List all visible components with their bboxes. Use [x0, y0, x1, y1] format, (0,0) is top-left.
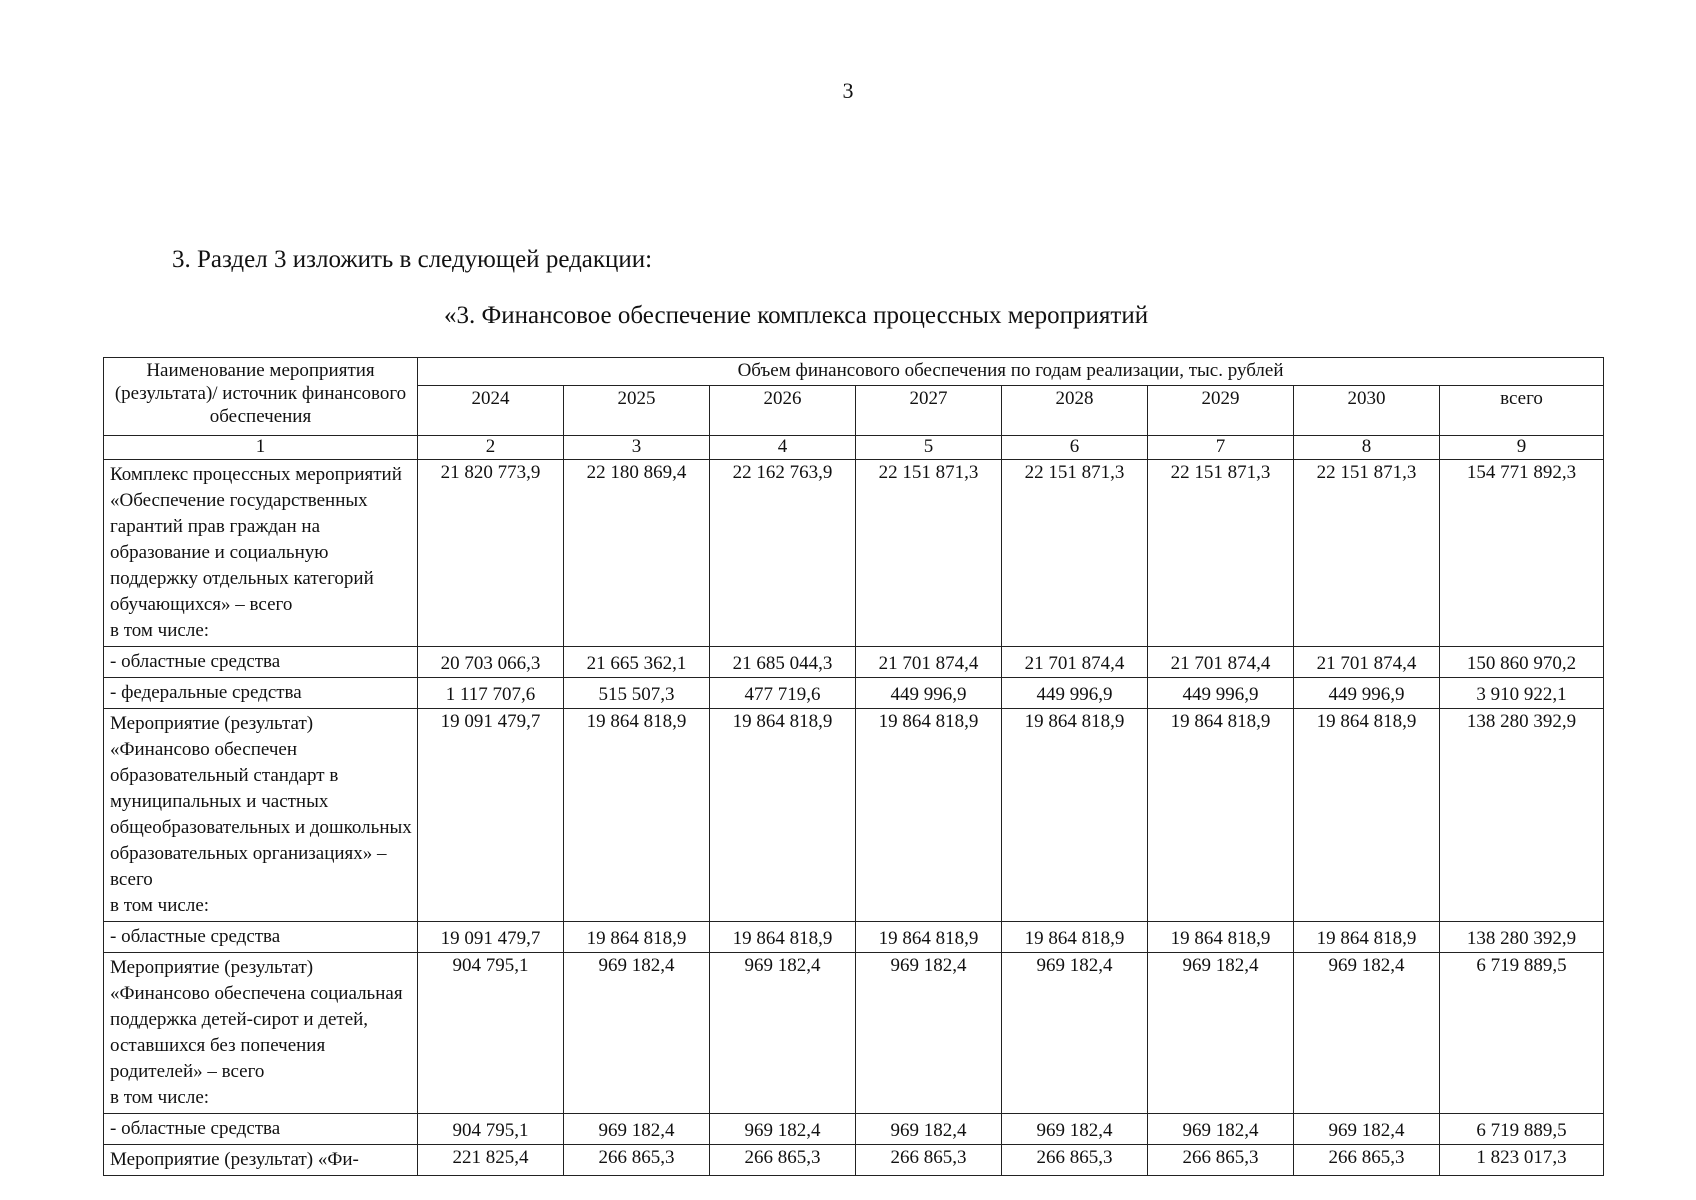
- value-cell: 19 864 818,9: [1002, 922, 1148, 953]
- value-cell: 22 162 763,9: [710, 460, 856, 647]
- row-label-cell: [104, 709, 418, 922]
- column-number: 9: [1440, 436, 1604, 460]
- value-cell: 19 864 818,9: [1294, 709, 1440, 922]
- total-cell: 150 860 970,2: [1440, 647, 1604, 678]
- value-cell: 969 182,4: [710, 953, 856, 1114]
- year-header: 2026: [710, 386, 856, 436]
- row-label: Мероприятие (результат) «Фи-: [104, 1145, 418, 1176]
- financing-table-container: [103, 357, 1603, 1176]
- value-cell: 21 820 773,9: [418, 460, 564, 647]
- total-cell: 154 771 892,3: [1440, 460, 1604, 647]
- value-cell: 21 701 874,4: [1002, 647, 1148, 678]
- year-header: 2027: [856, 386, 1002, 436]
- value-cell: 22 151 871,3: [1294, 460, 1440, 647]
- value-cell: 19 864 818,9: [1148, 922, 1294, 953]
- total-header: всего: [1440, 386, 1604, 436]
- value-cell: 969 182,4: [1294, 953, 1440, 1114]
- instruction-text: 3. Раздел 3 изложить в следующей редакции:: [172, 246, 653, 273]
- column-number: 7: [1148, 436, 1294, 460]
- row-label: - областные средства: [104, 1114, 418, 1145]
- column-number: 8: [1294, 436, 1440, 460]
- value-cell: 19 864 818,9: [710, 922, 856, 953]
- value-cell: 22 151 871,3: [1002, 460, 1148, 647]
- value-cell: 515 507,3: [564, 678, 710, 709]
- row-sublabel: в том числе:: [110, 620, 210, 641]
- value-cell: 969 182,4: [1002, 1114, 1148, 1145]
- total-cell: 138 280 392,9: [1440, 709, 1604, 922]
- value-cell: 19 864 818,9: [856, 922, 1002, 953]
- value-cell: 21 701 874,4: [1294, 647, 1440, 678]
- table-row: [104, 709, 1604, 922]
- value-cell: 266 865,3: [1002, 1145, 1148, 1176]
- value-cell: 22 180 869,4: [564, 460, 710, 647]
- financing-table: [103, 357, 1604, 1176]
- table-row: [104, 953, 1604, 1114]
- row-label: - федеральные средства: [104, 678, 418, 709]
- name-column-header: Наименование мероприятия (результата)/ источник финансового обеспечения: [104, 358, 418, 436]
- table-row: [104, 1114, 1604, 1145]
- row-label: - областные средства: [104, 922, 418, 953]
- value-cell: 969 182,4: [564, 1114, 710, 1145]
- page-number: 3: [842, 78, 854, 103]
- financing-group-header: Объем финансового обеспечения по годам реализации, тыс. рублей: [418, 358, 1604, 386]
- column-number-row: [104, 436, 1604, 460]
- year-header: 2024: [418, 386, 564, 436]
- value-cell: 20 703 066,3: [418, 647, 564, 678]
- value-cell: 449 996,9: [1148, 678, 1294, 709]
- total-cell: 6 719 889,5: [1440, 953, 1604, 1114]
- column-number: 1: [104, 436, 418, 460]
- value-cell: 266 865,3: [710, 1145, 856, 1176]
- value-cell: 969 182,4: [856, 1114, 1002, 1145]
- value-cell: 21 701 874,4: [1148, 647, 1294, 678]
- value-cell: 969 182,4: [1148, 1114, 1294, 1145]
- value-cell: 19 864 818,9: [1294, 922, 1440, 953]
- row-sublabel: в том числе:: [110, 1087, 210, 1108]
- value-cell: 21 665 362,1: [564, 647, 710, 678]
- row-label-cell: [104, 953, 418, 1114]
- year-header: 2025: [564, 386, 710, 436]
- value-cell: 19 864 818,9: [564, 709, 710, 922]
- year-header: 2030: [1294, 386, 1440, 436]
- value-cell: 904 795,1: [418, 953, 564, 1114]
- value-cell: 266 865,3: [1294, 1145, 1440, 1176]
- table-row: [104, 460, 1604, 647]
- value-cell: 969 182,4: [710, 1114, 856, 1145]
- column-number: 4: [710, 436, 856, 460]
- value-cell: 266 865,3: [1148, 1145, 1294, 1176]
- value-cell: 19 091 479,7: [418, 709, 564, 922]
- row-label: Мероприятие (результат) «Финансово обеспечена социальная поддержка детей-сирот и детей, оставшихся без попечения родителей» – всего: [110, 957, 403, 1082]
- row-label: Мероприятие (результат) «Финансово обеспечен образовательный стандарт в муниципальных и частных общеобразовательных и дошкольных образовательных организациях» – всего: [110, 713, 412, 890]
- table-row: [104, 678, 1604, 709]
- column-number: 2: [418, 436, 564, 460]
- value-cell: 21 685 044,3: [710, 647, 856, 678]
- table-row: [104, 647, 1604, 678]
- total-cell: 138 280 392,9: [1440, 922, 1604, 953]
- table-row: [104, 922, 1604, 953]
- column-number: 6: [1002, 436, 1148, 460]
- column-number: 5: [856, 436, 1002, 460]
- year-header: 2029: [1148, 386, 1294, 436]
- value-cell: 19 864 818,9: [1148, 709, 1294, 922]
- value-cell: 449 996,9: [856, 678, 1002, 709]
- value-cell: 449 996,9: [1294, 678, 1440, 709]
- column-number: 3: [564, 436, 710, 460]
- value-cell: 969 182,4: [564, 953, 710, 1114]
- row-label-cell: [104, 460, 418, 647]
- total-cell: 1 823 017,3: [1440, 1145, 1604, 1176]
- value-cell: 266 865,3: [856, 1145, 1002, 1176]
- value-cell: 969 182,4: [1148, 953, 1294, 1114]
- row-label: Комплекс процессных мероприятий «Обеспечение государственных гарантий прав граждан на образование и социальную поддержку отдельных категорий обучающихся» – всего: [110, 464, 402, 615]
- value-cell: 19 864 818,9: [856, 709, 1002, 922]
- value-cell: 22 151 871,3: [856, 460, 1002, 647]
- value-cell: 19 864 818,9: [564, 922, 710, 953]
- value-cell: 19 864 818,9: [1002, 709, 1148, 922]
- total-cell: 6 719 889,5: [1440, 1114, 1604, 1145]
- value-cell: 19 091 479,7: [418, 922, 564, 953]
- value-cell: 904 795,1: [418, 1114, 564, 1145]
- value-cell: 22 151 871,3: [1148, 460, 1294, 647]
- value-cell: 969 182,4: [1294, 1114, 1440, 1145]
- value-cell: 477 719,6: [710, 678, 856, 709]
- value-cell: 1 117 707,6: [418, 678, 564, 709]
- value-cell: 19 864 818,9: [710, 709, 856, 922]
- value-cell: 449 996,9: [1002, 678, 1148, 709]
- row-sublabel: в том числе:: [110, 895, 210, 916]
- year-header: 2028: [1002, 386, 1148, 436]
- row-label: - областные средства: [104, 647, 418, 678]
- total-cell: 3 910 922,1: [1440, 678, 1604, 709]
- value-cell: 969 182,4: [1002, 953, 1148, 1114]
- value-cell: 266 865,3: [564, 1145, 710, 1176]
- value-cell: 21 701 874,4: [856, 647, 1002, 678]
- table-row: [104, 1145, 1604, 1176]
- value-cell: 969 182,4: [856, 953, 1002, 1114]
- value-cell: 221 825,4: [418, 1145, 564, 1176]
- section-title: «3. Финансовое обеспечение комплекса процессных мероприятий: [444, 302, 1149, 329]
